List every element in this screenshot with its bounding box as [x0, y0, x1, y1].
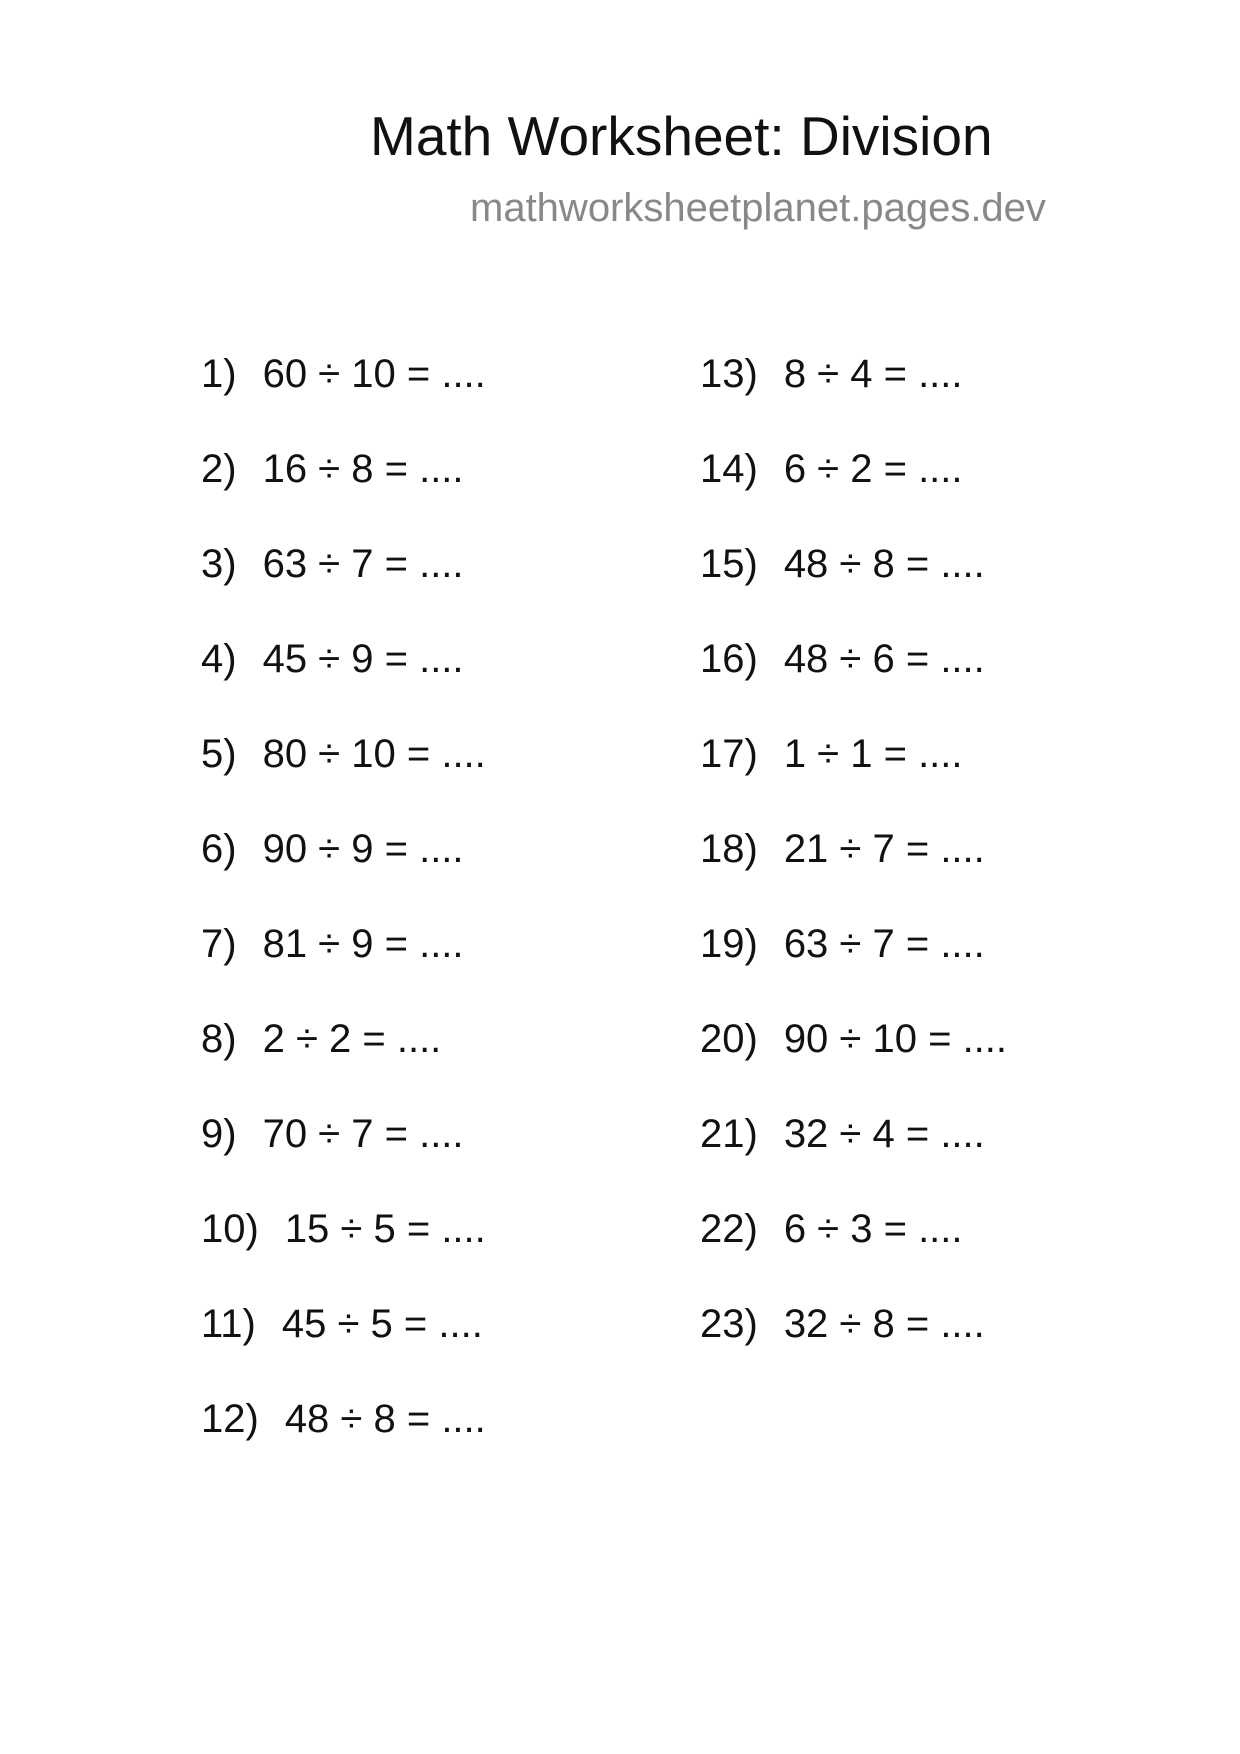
problem-number: 11) [201, 1302, 256, 1346]
problem-expression: 60 ÷ 10 = .... [262, 352, 486, 396]
problems-column-right [700, 350, 1007, 1395]
problem-number: 15) [700, 542, 758, 586]
problem-expression: 8 ÷ 4 = .... [783, 352, 963, 396]
problem-expression: 1 ÷ 1 = .... [783, 732, 963, 776]
problem-number: 3) [201, 542, 237, 586]
problem-expression: 70 ÷ 7 = .... [262, 1112, 464, 1156]
problem-item [700, 1300, 1007, 1395]
problem-item [700, 540, 1007, 635]
problem-expression: 15 ÷ 5 = .... [284, 1207, 486, 1251]
problem-item [201, 920, 486, 1015]
problem-number: 9) [201, 1112, 237, 1156]
problem-expression: 32 ÷ 8 = .... [783, 1302, 985, 1346]
problem-number: 14) [700, 447, 758, 491]
problem-item [201, 1395, 486, 1490]
problem-item [700, 350, 1007, 445]
problem-item [201, 445, 486, 540]
problem-expression: 45 ÷ 5 = .... [281, 1302, 483, 1346]
problem-expression: 90 ÷ 9 = .... [262, 827, 464, 871]
problem-number: 17) [700, 732, 758, 776]
problem-number: 13) [700, 352, 758, 396]
problem-number: 6) [201, 827, 237, 871]
problem-number: 4) [201, 637, 237, 681]
problem-number: 5) [201, 732, 237, 776]
problem-item [201, 1300, 486, 1395]
source-url: mathworksheetplanet.pages.dev [470, 186, 1046, 230]
problem-item [700, 825, 1007, 920]
problem-expression: 6 ÷ 2 = .... [783, 447, 963, 491]
problem-number: 12) [201, 1397, 259, 1441]
problem-number: 2) [201, 447, 237, 491]
problems-column-left [201, 350, 486, 1490]
problem-item [700, 920, 1007, 1015]
problem-item [700, 1205, 1007, 1300]
problem-item [201, 350, 486, 445]
problem-number: 7) [201, 922, 237, 966]
problem-number: 1) [201, 352, 237, 396]
problem-expression: 45 ÷ 9 = .... [262, 637, 464, 681]
problem-expression: 63 ÷ 7 = .... [783, 922, 985, 966]
problem-item [201, 1015, 486, 1110]
problem-number: 16) [700, 637, 758, 681]
problem-expression: 21 ÷ 7 = .... [783, 827, 985, 871]
problem-expression: 80 ÷ 10 = .... [262, 732, 486, 776]
problem-number: 23) [700, 1302, 758, 1346]
problem-number: 20) [700, 1017, 758, 1061]
problem-expression: 63 ÷ 7 = .... [262, 542, 464, 586]
problem-number: 8) [201, 1017, 237, 1061]
problem-expression: 16 ÷ 8 = .... [262, 447, 464, 491]
problem-item [201, 635, 486, 730]
problem-item [700, 635, 1007, 730]
page-title: Math Worksheet: Division [370, 105, 993, 167]
problem-item [201, 1110, 486, 1205]
problem-expression: 48 ÷ 8 = .... [284, 1397, 486, 1441]
problem-expression: 90 ÷ 10 = .... [783, 1017, 1008, 1061]
problem-expression: 81 ÷ 9 = .... [262, 922, 464, 966]
problem-number: 18) [700, 827, 758, 871]
problem-item [201, 825, 486, 920]
problem-item [700, 1110, 1007, 1205]
problem-number: 22) [700, 1207, 758, 1251]
problem-item [201, 730, 486, 825]
problem-item [201, 1205, 486, 1300]
problem-expression: 48 ÷ 8 = .... [783, 542, 985, 586]
problem-item [700, 730, 1007, 825]
problem-expression: 32 ÷ 4 = .... [783, 1112, 985, 1156]
problem-expression: 2 ÷ 2 = .... [262, 1017, 442, 1061]
problem-expression: 48 ÷ 6 = .... [783, 637, 985, 681]
problem-expression: 6 ÷ 3 = .... [783, 1207, 963, 1251]
problem-item [700, 445, 1007, 540]
problem-number: 10) [201, 1207, 259, 1251]
problem-number: 19) [700, 922, 758, 966]
problem-number: 21) [700, 1112, 758, 1156]
problem-item [201, 540, 486, 635]
problem-item [700, 1015, 1007, 1110]
